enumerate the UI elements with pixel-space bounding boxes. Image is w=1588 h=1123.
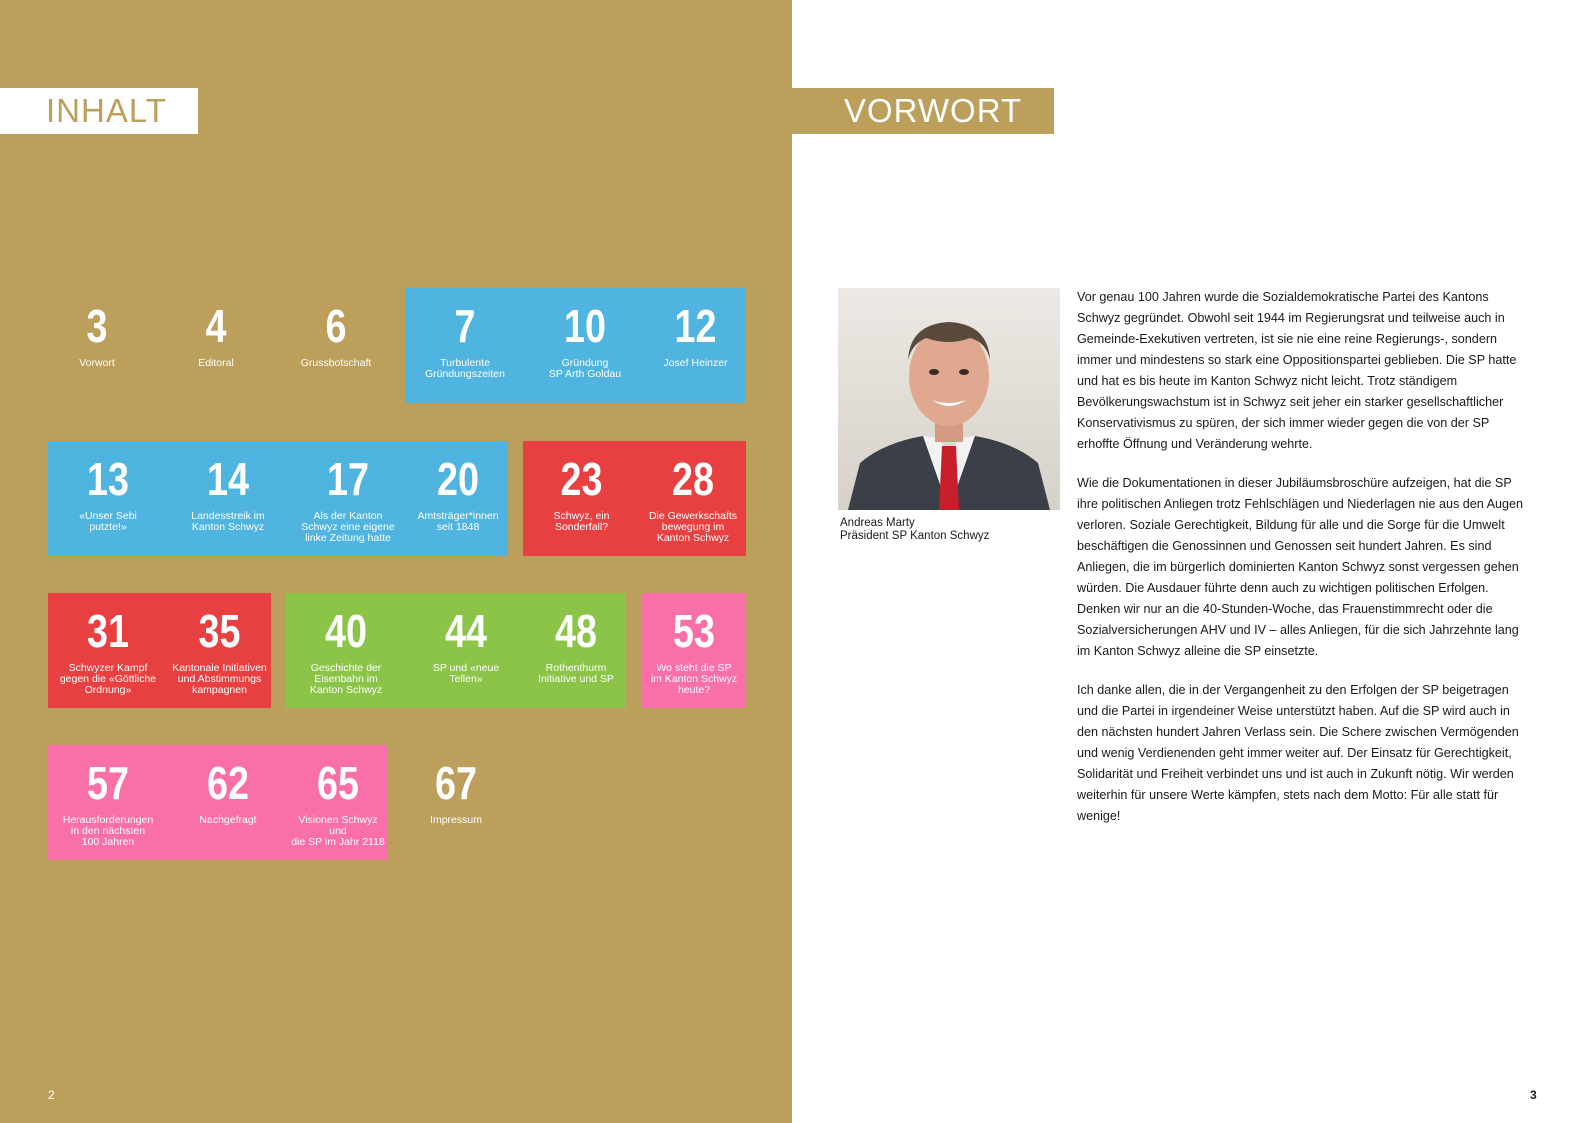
toc-page-number: 20 (437, 453, 479, 505)
toc-title: Amtsträger*innen seit 1848 (417, 510, 499, 533)
portrait-illustration (838, 288, 1060, 510)
toc-tile-23[interactable] (523, 441, 640, 556)
toc-title: Impressum (430, 814, 482, 826)
toc-page-number: 40 (325, 605, 367, 657)
toc-tile-13[interactable] (48, 441, 168, 556)
toc-page-number: 10 (564, 300, 606, 352)
toc-tile-35[interactable] (168, 593, 271, 708)
toc-page-number: 53 (673, 605, 715, 657)
foreword-text (1077, 287, 1533, 845)
toc-page-number: 48 (555, 605, 597, 657)
left-page (0, 0, 792, 1123)
toc-page-number: 17 (327, 453, 369, 505)
toc-page-number: 31 (87, 605, 129, 657)
toc-page-number: 23 (560, 453, 603, 505)
toc-title: Rothenthurm Initiative und SP (538, 662, 614, 685)
toc-title: Schwyzer Kampf gegen die «Göttliche Ordnung» (59, 662, 157, 696)
toc-page-number: 57 (87, 757, 129, 809)
paragraph: Vor genau 100 Jahren wurde die Sozialdemokratische Partei des Kantons Schwyz gegründet. Obwohl seit 1944 im Regierungsrat und teilweise auch in Gemeinde-Exekutiven vertreten, ist sie nie eine reine Regierungs-, sondern immer und mindestens so stark eine Oppositionspartei geblieben. Die SP hatte und hat es bis heute im Kanton Schwyz nicht leicht. Trotz ständigem Bevölkerungswachstum ist in Schwyz seit jeher ein starker gesellschaftlicher Konservativismus zu spüren, der sich immer wieder gegen die von der SP erhoffte Öffnung und Veränderung wehrte. (1077, 290, 1517, 451)
caption-role: Präsident SP Kanton Schwyz (840, 530, 990, 542)
toc-tile-14[interactable] (168, 441, 288, 556)
toc-page-number: 3 (86, 300, 108, 352)
toc-title: Visionen Schwyz und die SP im Jahr 2118 (291, 814, 385, 848)
paragraph: Ich danke allen, die in der Vergangenheit zu den Erfolgen der SP beigetragen und die Partei in irgendeiner Weise unterstützt haben. Auf die SP wird auch in den nächsten hundert Jahren Verlass sein. Die Schere zwischen Vermögenden und wenig Verdienenden geht immer weiter auf. Der Einsatz für Gerechtigkeit, Solidarität und Freiheit verbindet uns und ist auch in Zukunft nötig. Wir werden weiterhin für unsere Werte kämpfen, stets nach dem Motto: Für alle statt für wenige! (1077, 683, 1519, 823)
inhalt-heading: INHALT (0, 88, 198, 134)
toc-title: Als der Kanton Schwyz eine eigene linke Zeitung hatte (301, 510, 395, 544)
toc-title: Schwyz, ein Sonderfall? (553, 510, 610, 533)
toc-tile-7[interactable] (405, 288, 525, 403)
page-number-left: 2 (48, 1088, 55, 1102)
portrait-photo (838, 288, 1060, 510)
toc-tile-10[interactable] (525, 288, 645, 403)
vorwort-heading: VORWORT (792, 88, 1054, 134)
toc-title: Gründung SP Arth Goldau (548, 357, 622, 380)
toc-title: Grussbotschaft (300, 357, 372, 369)
toc-tile-57[interactable] (48, 745, 168, 860)
toc-tile-31[interactable] (48, 593, 168, 708)
toc-tile-62[interactable] (168, 745, 288, 860)
toc-page-number: 13 (87, 453, 129, 505)
toc-page-number: 67 (435, 757, 477, 809)
paragraph: Wie die Dokumentationen in dieser Jubiläumsbroschüre aufzeigen, hat die SP ihre politischen Anliegen trotz Fehlschlägen und Niederlagen nie aus den Augen verloren. Soziale Gerechtigkeit, Bildung für alle und die Sorge für die Umwelt beschäftigen die Genossinnen und Genossen seit hundert Jahren. Es sind Anliegen, die im bürgerlich dominierten Kanton Schwyz sonst vergessen gehen würden. Die Ausdauer führte denn auch zu wichtigen politischen Erfolgen. Denken wir nur an die 40-Stunden-Woche, das Frauenstimmrecht oder die Sozialversicherungen AHV und IV – alles Anliegen, für die sich Jahrzehnte lang im Kanton Schwyz alleine die SP einsetzte. (1077, 476, 1523, 658)
toc-title: Vorwort (79, 357, 115, 369)
toc-tile-48[interactable] (526, 593, 626, 708)
toc-title: Nachgefragt (199, 814, 257, 826)
toc-title: Josef Heinzer (663, 357, 728, 369)
toc-title: Kantonale Initiativen und Abstimmungs kampagnen (172, 662, 267, 696)
toc-page-number: 28 (672, 453, 714, 505)
toc-tile-67[interactable] (396, 745, 516, 860)
toc-tile-20[interactable] (408, 441, 508, 556)
toc-tile-4[interactable] (157, 288, 275, 403)
toc-tile-3[interactable] (38, 288, 156, 403)
toc-title: SP und «neue Tellen» (432, 662, 500, 685)
toc-page-number: 4 (205, 300, 227, 352)
toc-title: Die Gewerkschafts bewegung im Kanton Schwyz (648, 510, 738, 544)
toc-page-number: 14 (207, 453, 249, 505)
toc-page-number: 62 (207, 757, 249, 809)
toc-title: Geschichte der Eisenbahn im Kanton Schwyz (309, 662, 383, 696)
toc-title: Herausforderungen in den nächsten 100 Jahren (62, 814, 154, 848)
caption-name: Andreas Marty (840, 517, 915, 529)
toc-page-number: 6 (325, 300, 347, 352)
toc-tile-65[interactable] (288, 745, 388, 860)
toc-title: «Unser Sebi putzte!» (79, 510, 137, 533)
toc-title: Wo steht die SP im Kanton Schwyz heute? (650, 662, 738, 696)
toc-page-number: 44 (445, 605, 487, 657)
toc-tile-12[interactable] (645, 288, 746, 403)
toc-title: Editoral (198, 357, 234, 369)
toc-tile-6[interactable] (277, 288, 395, 403)
toc-tile-28[interactable] (640, 441, 746, 556)
toc-title: Turbulente Gründungszeiten (425, 357, 505, 380)
toc-tile-44[interactable] (406, 593, 526, 708)
portrait-caption (840, 517, 989, 543)
toc-page-number: 35 (198, 605, 241, 657)
toc-tile-40[interactable] (286, 593, 406, 708)
page-number-right: 3 (1530, 1088, 1537, 1102)
toc-page-number: 12 (674, 300, 717, 352)
toc-title: Landesstreik im Kanton Schwyz (191, 510, 265, 533)
toc-page-number: 65 (317, 757, 359, 809)
toc-page-number: 7 (454, 300, 476, 352)
toc-tile-53[interactable] (642, 593, 746, 708)
toc-tile-17[interactable] (288, 441, 408, 556)
